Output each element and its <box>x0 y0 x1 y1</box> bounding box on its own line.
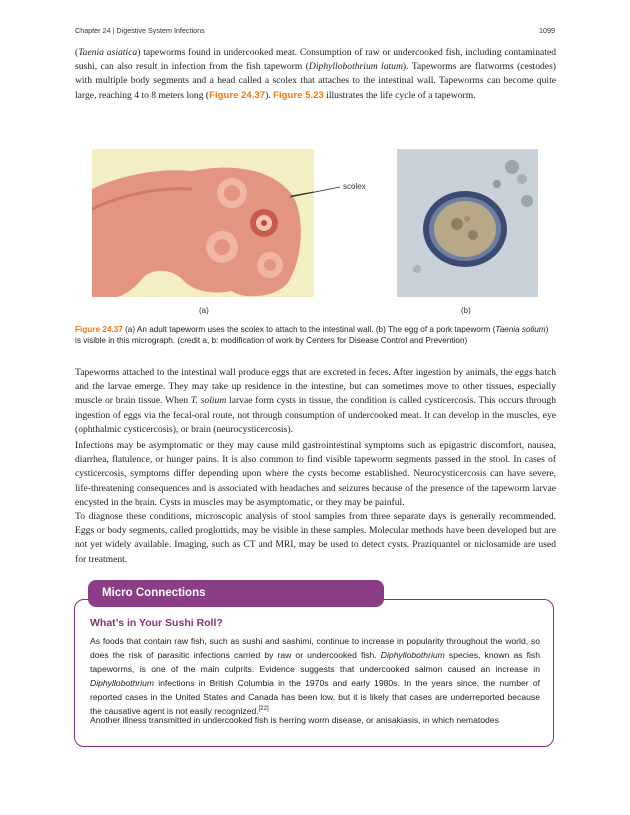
paragraph-symptoms: Infections may be asymptomatic or they may cause mild gastrointestinal symptoms such as epigastric discomfort, nausea, diarrhea, flatulence, or hunger pains. It is also common to find visible tapeworm segments passed in the stool. In cases of cysticercosis, symptoms differ depending upon where the cysts become established. Neurocysticercosis can have severe, life-threatening consequences and is associated with headaches and seizures because of the presence of the tapeworm larvae encysted in the brain. Cysts in muscles may be asymptomatic, or they may be painful. <box>75 440 556 508</box>
figure-5-23-link[interactable]: Figure 5.23 <box>273 89 324 101</box>
intro-paragraph: (Taenia asiatica) tapeworms found in undercooked meat. Consumption of raw or undercooked fish, including contaminated sushi, can also result in infection from the fish tapeworm (Diphyllobothrium latum). Tapeworms are flatworms (cestodes) with multiple body segments and a head called a scolex that attaches to the intestinal wall. Tapeworms can become quite large, reaching 4 to 8 meters long (Figure 24.37). Figure 5.23 illustrates the life cycle of a tapeworm. <box>75 47 557 101</box>
paragraph-eggs: Tapeworms attached to the intestinal wall produce eggs that are excreted in feces. After ingestion by animals, the eggs hatch and the larvae emerge. They may take up residence in the intestine, but can sometimes move to other tissues, especially muscle or brain tissue. When T. solium larvae form cysts in tissue, the condition is called cysticercosis. This occurs through ingestion of eggs via the fecal-oral route, not through consumption of undercooked meat. It can develop in the muscles, eye (ophthalmic cysticercosis), or brain (neurocysticercosis). <box>75 367 556 435</box>
tapeworm-scolex-image <box>92 149 314 297</box>
scolex-pointer <box>290 183 340 199</box>
scolex-label: scolex <box>343 182 366 191</box>
scolex-hooks <box>250 209 278 237</box>
paragraph-diagnosis: To diagnose these conditions, microscopic analysis of stool samples from three separate days is generally recommended. Eggs or body segments, called proglottids, may be visible in these samples. Molecular methods have been developed but are not yet widely available. Imaging, such as CT and MRI, may be used to detect cysts. Praziquantel or niclosamide are used for treatment. <box>75 511 556 565</box>
box-paragraph-1: As foods that contain raw fish, such as sushi and sashimi, continue to increase in popularity throughout the world, so does the risk of parasitic infections carried by raw or undercooked fish. Diphyllobothrium species, known as fish tapeworms, is one of the main culprits. Evidence suggests that undercooked salmon caused an increase in Diphyllobothrium infections in British Columbia in the 1970s and early 1980s. In the years since, the number of reported cases in the United States and Canada has been low, but it is likely that cases are underreported because the causative agent is not easily recognized.[22] <box>90 636 540 716</box>
page-number: 1099 <box>539 26 555 35</box>
figure-caption: Figure 24.37 (a) An adult tapeworm uses the scolex to attach to the intestinal wall. (b) The egg of a pork tapeworm (Taenia solium) is visible in this micrograph. (credit a, b: modification of work by Centers for Disease Control and Prevention) <box>75 325 549 345</box>
box-title: What’s in Your Sushi Roll? <box>90 617 223 629</box>
micro-connections-tab: Micro Connections <box>88 580 384 607</box>
figure-a-label: (a) <box>199 306 209 315</box>
figure-24-37-link[interactable]: Figure 24.37 <box>209 89 266 101</box>
citation-22[interactable]: [22] <box>258 706 269 713</box>
running-header: Chapter 24 | Digestive System Infections <box>75 26 205 35</box>
box-paragraph-2: Another illness transmitted in undercooked fish is herring worm disease, or anisakiasis, in which nematodes <box>90 715 499 725</box>
figure-b-label: (b) <box>461 306 471 315</box>
tapeworm-egg-micrograph <box>397 149 538 297</box>
